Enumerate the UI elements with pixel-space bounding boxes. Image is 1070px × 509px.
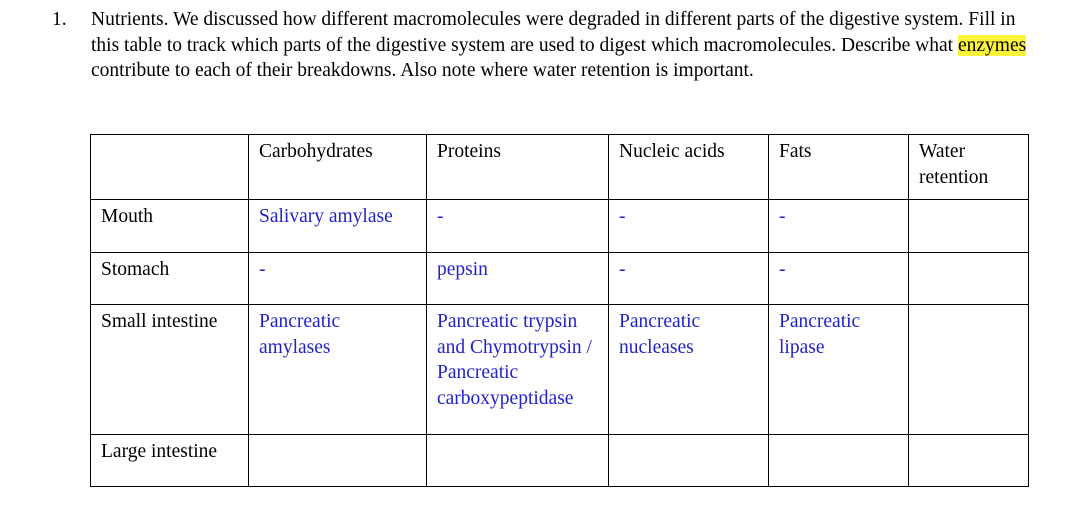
- cell-large-intestine-nucleic-acids[interactable]: [609, 435, 769, 487]
- question-text: [91, 7, 1041, 84]
- table-row-stomach: [91, 253, 1029, 305]
- cell-mouth-nucleic-acids[interactable]: -: [609, 200, 769, 253]
- row-label-small-intestine: Small intestine: [91, 305, 249, 435]
- header-cell-proteins: Proteins: [427, 135, 609, 200]
- cell-stomach-carbohydrates[interactable]: -: [249, 253, 427, 305]
- question-number: 1.: [52, 9, 67, 30]
- header-cell-corner: [91, 135, 249, 200]
- table-row-small-intestine: [91, 305, 1029, 435]
- cell-stomach-water-retention[interactable]: [909, 253, 1029, 305]
- cell-small-intestine-water-retention[interactable]: [909, 305, 1029, 435]
- cell-large-intestine-fats[interactable]: [769, 435, 909, 487]
- cell-small-intestine-nucleic-acids[interactable]: Pancreatic nucleases: [609, 305, 769, 435]
- row-label-mouth: Mouth: [91, 200, 249, 253]
- cell-large-intestine-carbohydrates[interactable]: [249, 435, 427, 487]
- header-cell-fats: Fats: [769, 135, 909, 200]
- cell-mouth-carbohydrates[interactable]: Salivary amylase: [249, 200, 427, 253]
- cell-mouth-water-retention[interactable]: [909, 200, 1029, 253]
- cell-small-intestine-proteins[interactable]: Pancreatic trypsin and Chymotrypsin / Pancreatic carboxypeptidase: [427, 305, 609, 435]
- cell-large-intestine-water-retention[interactable]: [909, 435, 1029, 487]
- table-row-mouth: [91, 200, 1029, 253]
- cell-stomach-proteins[interactable]: pepsin: [427, 253, 609, 305]
- header-cell-water-retention: Water retention: [909, 135, 1029, 200]
- row-label-stomach: Stomach: [91, 253, 249, 305]
- question-text-after: contribute to each of their breakdowns. Also note where water retention is important.: [91, 60, 754, 81]
- cell-mouth-fats[interactable]: -: [769, 200, 909, 253]
- cell-mouth-proteins[interactable]: -: [427, 200, 609, 253]
- header-cell-nucleic-acids: Nucleic acids: [609, 135, 769, 200]
- question-text-before: Nutrients. We discussed how different macromolecules were degraded in different parts of the digestive system. Fill in this table to track which parts of the digestive system are used to digest which macromolecules. Describe what: [91, 9, 1016, 56]
- table-row-large-intestine: [91, 435, 1029, 487]
- highlighted-word: enzymes: [957, 34, 1027, 56]
- cell-stomach-nucleic-acids[interactable]: -: [609, 253, 769, 305]
- cell-small-intestine-fats[interactable]: Pancreatic lipase: [769, 305, 909, 435]
- table-header-row: [91, 135, 1029, 200]
- header-cell-carbohydrates: Carbohydrates: [249, 135, 427, 200]
- cell-small-intestine-carbohydrates[interactable]: Pancreatic amylases: [249, 305, 427, 435]
- digestion-table: [90, 134, 1029, 487]
- row-label-large-intestine: Large intestine: [91, 435, 249, 487]
- cell-large-intestine-proteins[interactable]: [427, 435, 609, 487]
- cell-stomach-fats[interactable]: -: [769, 253, 909, 305]
